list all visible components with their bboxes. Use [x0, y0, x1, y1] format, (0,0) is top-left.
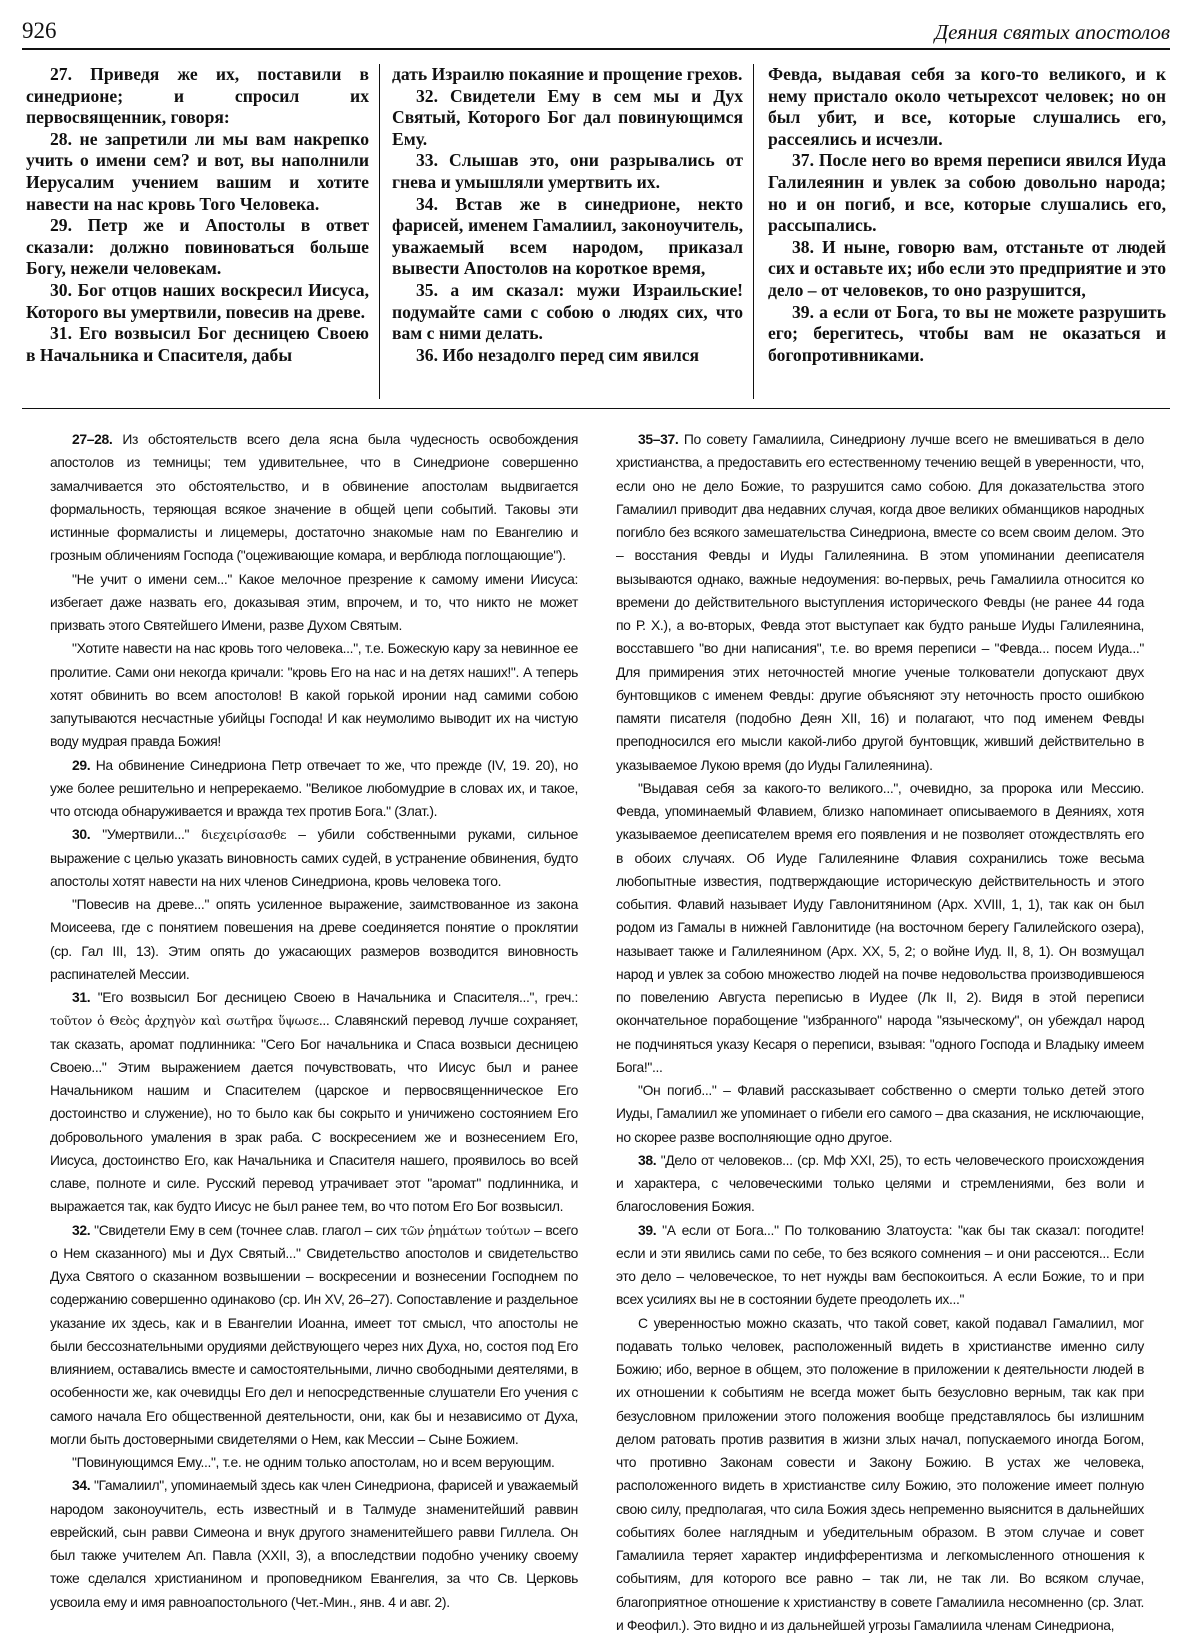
commentary-text: "Хотите навести на нас кровь того человека...", т.е. Божескую кару за невинное ее пролитие. Сами они некогда кричали: "кровь Его на нас и на детях наших!". А теперь хотят обвинить во всем апостолов! В какой горькой иронии над самими собою запутываются несчастные убийцы Господа! И как неумолимо выводит их на чистую воду мудрая правда Божия! — [50, 640, 578, 749]
commentary-text: "Дело от человеков... (ср. Мф XXI, 25), то есть человеческого происхождения и характера, с человеческими только целями и стремлениями, без воли и благословения Божия. — [616, 1152, 1144, 1215]
scripture-verse: 29. Петр же и Апостолы в ответ сказали: должно повиноваться больше Богу, нежели человекам. — [26, 215, 369, 280]
commentary-text: "Его возвысил Бог десницею Своею в Начальника и Спасителя...", греч.: — [90, 989, 578, 1005]
scripture-verse: 35. а им сказал: мужи Израильские! подумайте сами с собою о людях сих, что вам с ними делать. — [392, 280, 743, 345]
commentary-paragraph — [50, 893, 578, 986]
scripture-verse: 39. а если от Бога, то вы не можете разрушить его; берегитесь, чтобы вам не оказаться и богопротивниками. — [768, 302, 1166, 367]
scripture-verse: 34. Встав же в синедрионе, некто фарисей, именем Гамалиил, законоучитель, уважаемый всем народом, приказал вывести Апостолов на короткое время, — [392, 194, 743, 280]
scripture-column-1 — [26, 64, 380, 399]
greek-text: τοῦτον ὁ Θεὸς ἀρχηγὸν καὶ σωτῆρα ὕψωσε — [50, 1013, 319, 1028]
commentary-paragraph — [616, 777, 1144, 1079]
verse-number: 31. — [72, 989, 90, 1005]
commentary-text: Из обстоятельств всего дела ясна была чудесность освобождения апостолов из темницы; тем удивительнее, что в Синедрионе совершенно замалчивается это обстоятельство, и в обвинение апостолам выдвигается формальность, теряющая всякое значение в общей цепи событий. Таковы эти истинные формалисты и лицемеры, достаточно знакомые нам по Евангелию и грозным обличениям Господа ("оцеживающие комара, и верблюда поглощающие"). — [50, 431, 578, 563]
commentary-paragraph — [616, 1312, 1144, 1637]
commentary-text: "Он погиб..." – Флавий рассказывает собственно о смерти только детей этого Иуды, Гамалиил же упоминает о гибели его самого – два сказания, не исключающие, но скорее разве восполняющие одно другое. — [616, 1082, 1144, 1145]
verse-number: 35–37. — [638, 431, 678, 447]
commentary-column-right — [616, 428, 1144, 1624]
commentary-paragraph — [50, 1451, 578, 1474]
page-number: 926 — [22, 18, 57, 44]
commentary-paragraph — [50, 1474, 578, 1614]
verse-number: 32. — [72, 1222, 90, 1238]
commentary-text: "Свидетели Ему в сем (точнее слав. глагол – сих — [90, 1222, 400, 1238]
commentary-text: "Умертвили..." — [90, 826, 201, 842]
verse-number: 30. — [72, 826, 90, 842]
commentary-text: "А если от Бога..." По толкованию Златоуста: "как бы так сказал: погодите! если и эти явились сами по себе, то без всякого сомнения – и они рассеются... Если это дело – человеческое, то нет нужды вам беспокоиться. А если Божие, то и при всех усилиях вы не в состоянии будете преодолеть их..." — [616, 1222, 1144, 1308]
scripture-verse: дать Израилю покаяние и прощение грехов. — [392, 64, 743, 86]
commentary-text: – всего о Нем сказанного) мы и Дух Святый..." Свидетельство апостолов и свидетельство Духа Святого о сказанном возвышении – воскресении и вознесении Господнем по содержанию совершенно одинаково (ср. Ин XV, 26–27). Сопоставление и раздельное указание их здесь, как и в Евангелии Иоанна, имеет тот смысл, что апостолы не были бессознательными орудиями действующего через них Духа, но, состоя под Его влиянием, оставались вместе и самостоятельными, лично свободными деятелями, в особенности же, как очевидцы Его дел и непосредственные слушатели Его учения с самого начала Его общественной деятельности, они, как бы и независимо от Духа, могли быть достоверными свидетелями о Нем, как Мессии – Сыне Божием. — [50, 1222, 578, 1447]
commentary-text: "Не учит о имени сем..." Какое мелочное презрение к самому имени Иисуса: избегает даже назвать его, доказывая этим, впрочем, и то, что никто не может призвать этого Святейшего Имени, разве Духом Святым. — [50, 571, 578, 634]
commentary-text: На обвинение Синедриона Петр отвечает то же, что прежде (IV, 19. 20), но уже более решительно и непререкаемо. "Великое любомудрие в словах их, и такое, что отсюда обнаруживается и вражда тех против Бога." (Злат.). — [50, 757, 578, 820]
scripture-verse: 33. Слышав это, они разрывались от гнева и умышляли умертвить их. — [392, 150, 743, 193]
commentary — [50, 428, 1144, 1624]
commentary-text: "Повинующимся Ему...", т.е. не одним только апостолам, но и всем верующим. — [72, 1454, 555, 1470]
commentary-text: – убили собственными руками, сильное выражение с целью указать виновность самих судей, в устранение обвинения, будто апостолы хотят навести на них членов Синедриона, кровь человека того. — [50, 826, 578, 889]
scripture-verse: 38. И ныне, говорю вам, отстаньте от людей сих и оставьте их; ибо если это предприятие и это дело – от человеков, то оно разрушится, — [768, 237, 1166, 302]
commentary-text: ... Славянский перевод лучше сохраняет, так сказать, аромат подлинника: "Сего Бог начальника и Спаса возвыси десницею Своею..." Этим выражением дается почувствовать, что Иисус был и ранее Начальником нашим и Спасителем (царское и первосвященническое Его достоинство и служение), но то было как бы сокрыто и уничижено состоянием Его добровольного умаления в зрак раба. С воскресением же и вознесением Его, Иисуса, достоинство Его, как Начальника и Спасителя нашего, проявилось во всей славе, полноте и силе. Русский перевод утрачивает этот "аромат" подлинника, и выражается так, как будто Иисус не был ранее тем, во что потом Его Бог возвысил. — [50, 1012, 578, 1214]
verse-number: 27–28. — [72, 431, 112, 447]
commentary-paragraph — [50, 754, 578, 824]
commentary-paragraph — [50, 986, 578, 1219]
scripture-verse: 30. Бог отцов наших воскресил Иисуса, Которого вы умертвили, повесив на древе. — [26, 280, 369, 323]
verse-number: 34. — [72, 1477, 90, 1493]
commentary-column-left — [50, 428, 578, 1624]
commentary-text: По совету Гамалиила, Синедриону лучше всего не вмешиваться в дело христианства, а предоставить его естественному течению вещей в уверенности, что, если оно не дело Божие, то разрушится само собою. Для доказательства этого Гамалиил приводит два недавних случая, когда двое великих обманщиков народных погибло без всякого замешательства Синедриона, вместе со всем своим делом. Это – восстания Февды и Иуды Галилеянина. В этом упоминании дееписателя вызываются однако, важные недоумения: во-первых, речь Гамалиила относится ко времени до действительного выступления исторического Февды (не ранее 44 года по Р. Х.), а во-вторых, Февда этот выступает как будто раньше Иуды Галилеянина, восставшего "во дни написания", т.е. во время переписи – "Февда... посем Иуда..." Для примирения этих неточностей многие ученые толкователи допускают двух бунтовщиков с именем Февды: другие объясняют эту неточность просто ошибкою памяти писателя (подобно Деян XII, 16) и полагают, что под именем Февды преподносился его мысли какой-либо другой бунтовщик, живший действительно в указываемое Лукою время (до Иуды Галилеянина). — [616, 431, 1144, 773]
page-header — [22, 18, 1170, 50]
commentary-text: С уверенностью можно сказать, что такой совет, какой подавал Гамалиил, мог подавать только человек, расположенный видеть в христианстве именно силу Божию; ибо, верное в общем, это положение в приложении к деятельности людей в их отношении к событиям не всегда может быть безусловно верным, так как при безусловном приложении этого положения вообще представлялось бы излишним делом ратовать против развития в жизни злых начал, попускаемого иногда Богом, что противно Законам совести и Закону Божию. В устах же человека, расположенного видеть в христианстве силу Божию, это положение имеет полную свою силу, предполагая, что сила Божия здесь непременно выяснится в дальнейших событиях более наглядным и убедительным образом. В этом случае и совет Гамалиила теряет характер индифферентизма и легкомысленного отношения к событиям, для которого все равно – так ли, не так ли. Во всяком случае, благоприятное отношение к христианству в совете Гамалиила несомненно (ср. Злат. и Феофил.). Это видно и из дальнейшей угрозы Гамалиила членам Синедриона, — [616, 1315, 1144, 1633]
running-title: Деяния святых апостолов — [935, 20, 1170, 45]
verse-number: 29. — [72, 757, 90, 773]
verse-number: 39. — [638, 1222, 656, 1238]
commentary-paragraph — [616, 1149, 1144, 1219]
commentary-paragraph — [616, 1219, 1144, 1312]
greek-text: διεχειρίσασθε — [201, 827, 286, 842]
scripture-text — [26, 64, 1166, 399]
scripture-column-2 — [380, 64, 754, 399]
commentary-paragraph — [50, 823, 578, 893]
commentary-paragraph — [616, 1079, 1144, 1149]
scripture-verse: 27. Приведя же их, поставили в синедрионе; и спросил их первосвященник, говоря: — [26, 64, 369, 129]
scripture-column-3 — [754, 64, 1166, 399]
commentary-text: "Повесив на древе..." опять усиленное выражение, заимствованное из закона Моисеева, где с понятием повешения на древе соединяется понятие о проклятии (ср. Гал III, 13). Этим опять до ужасающих размеров возводится виновность распинателей Мессии. — [50, 896, 578, 982]
commentary-paragraph — [50, 568, 578, 638]
verse-number: 38. — [638, 1152, 656, 1168]
commentary-paragraph — [616, 428, 1144, 777]
commentary-text: "Гамалиил", упоминаемый здесь как член Синедриона, фарисей и уважаемый народом законоучитель, есть известный и в Талмуде знаменитейший раввин еврейский, сын равви Симеона и внук другого знаменитейшего равви Гиллела. Он был также учителем Ап. Павла (XXII, 3), а впоследствии подобно ученику своему тоже сделался христианином и проповедником Евангелия, за что Св. Церковь усвоила ему и имя равноапостольного (Чет.-Мин., янв. 4 и авг. 2). — [50, 1477, 578, 1609]
scripture-verse: 31. Его возвысил Бог десницею Своею в Начальника и Спасителя, дабы — [26, 323, 369, 366]
scripture-verse: 36. Ибо незадолго перед сим явился — [392, 345, 743, 367]
scripture-verse: 32. Свидетели Ему в сем мы и Дух Святый, Которого Бог дал повинующимся Ему. — [392, 86, 743, 151]
scripture-verse: 37. После него во время переписи явился Иуда Галилеянин и увлек за собою довольно народа; но и он погиб, и все, которые слушались его, рассыпались. — [768, 150, 1166, 236]
scripture-verse: 28. не запретили ли мы вам накрепко учить о имени сем? и вот, вы наполнили Иерусалим учением вашим и хотите навести на нас кровь Того Человека. — [26, 129, 369, 215]
commentary-text: "Выдавая себя за какого-то великого...", очевидно, за пророка или Мессию. Февда, упоминаемый Флавием, близко напоминает описываемого в Деяниях, хотя указываемое дееписателем время его появления и не позволяет отождествлять его в обоих случаях. Об Иуде Галилеянине Флавия сохранились тоже весьма любопытные известия, подтверждающие историческую действительность и этого события. Флавий называет Иуду Гавлонитянином (Арх. XVIII, 1, 1), так как он был родом из Гамалы в нижней Гавлонитиде (на восточном берегу Галилейского озера), называет также и Галилеянином (Арх. XX, 5, 2; о войне Иуд. II, 8, 1). Он возмущал народ и увлек за собою множество людей на почве недовольства производившеюся по повелению Августа переписью в Иудее (Лк II, 2). Видя в этой переписи окончательное порабощение "избранного" народа "языческому", он убеждал народ не подчиняться указу Кесаря о переписи, взывая: "одного Господа и Владыку имеем Бога!"... — [616, 780, 1144, 1075]
commentary-paragraph — [50, 637, 578, 753]
commentary-paragraph — [50, 428, 578, 568]
greek-text: τῶν ῥημάτων τούτων — [400, 1223, 530, 1238]
scripture-verse: Февда, выдавая себя за кого-то великого, и к нему пристало около четырехсот человек; но он был убит, и все, которые слушались его, рассеялись и исчезли. — [768, 64, 1166, 150]
commentary-paragraph — [50, 1219, 578, 1452]
section-divider — [22, 408, 1170, 409]
